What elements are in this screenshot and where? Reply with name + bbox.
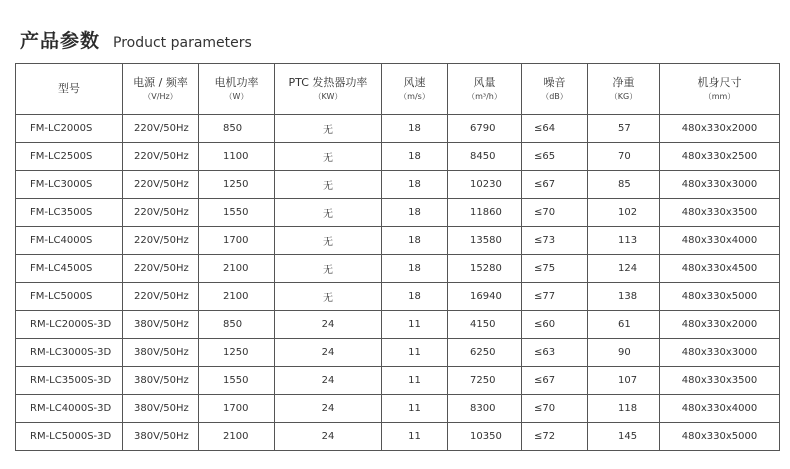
cell-ptc-heater-power: 无 [275, 283, 382, 311]
cell-power-supply: 380V/50Hz [123, 395, 199, 423]
cell-air-volume: 10230 [448, 171, 522, 199]
table-row [16, 143, 780, 171]
cell-motor-power: 1550 [199, 367, 275, 395]
cell-noise: ≤72 [522, 423, 588, 451]
table-row [16, 395, 780, 423]
cell-air-volume: 15280 [448, 255, 522, 283]
cell-body-size: 480x330x4000 [660, 395, 780, 423]
cell-motor-power: 1100 [199, 143, 275, 171]
cell-net-weight: 102 [588, 199, 660, 227]
cell-model: FM-LC4000S [16, 227, 123, 255]
cell-wind-speed: 18 [382, 283, 448, 311]
table-header-row [16, 64, 780, 115]
cell-motor-power: 2100 [199, 255, 275, 283]
cell-motor-power: 2100 [199, 423, 275, 451]
column-header-noise [522, 64, 588, 115]
cell-wind-speed: 18 [382, 227, 448, 255]
cell-model: FM-LC4500S [16, 255, 123, 283]
column-header-label: 电源 / 频率 [133, 75, 188, 89]
cell-air-volume: 16940 [448, 283, 522, 311]
cell-motor-power: 1250 [199, 171, 275, 199]
cell-body-size: 480x330x3000 [660, 339, 780, 367]
cell-net-weight: 85 [588, 171, 660, 199]
cell-motor-power: 1550 [199, 199, 275, 227]
cell-model: RM-LC3500S-3D [16, 367, 123, 395]
cell-net-weight: 70 [588, 143, 660, 171]
cell-net-weight: 107 [588, 367, 660, 395]
cell-body-size: 480x330x5000 [660, 423, 780, 451]
cell-power-supply: 220V/50Hz [123, 199, 199, 227]
cell-noise: ≤65 [522, 143, 588, 171]
cell-ptc-heater-power: 无 [275, 227, 382, 255]
column-header-label: 机身尺寸 [697, 75, 742, 89]
cell-ptc-heater-power: 无 [275, 143, 382, 171]
cell-model: RM-LC3000S-3D [16, 339, 123, 367]
cell-noise: ≤67 [522, 171, 588, 199]
cell-noise: ≤70 [522, 199, 588, 227]
cell-ptc-heater-power: 24 [275, 395, 382, 423]
column-header-motor-power [199, 64, 275, 115]
cell-model: RM-LC4000S-3D [16, 395, 123, 423]
cell-ptc-heater-power: 24 [275, 311, 382, 339]
cell-air-volume: 6250 [448, 339, 522, 367]
cell-body-size: 480x330x3000 [660, 171, 780, 199]
cell-wind-speed: 11 [382, 311, 448, 339]
column-header-unit: （dB） [541, 91, 568, 101]
column-header-unit: （V/Hz） [143, 91, 178, 101]
cell-model: FM-LC3500S [16, 199, 123, 227]
column-header-unit: （m³/h） [467, 91, 502, 101]
column-header-label: 噪音 [543, 75, 566, 89]
cell-air-volume: 6790 [448, 115, 522, 143]
column-header-label: 型号 [58, 82, 80, 95]
cell-ptc-heater-power: 无 [275, 199, 382, 227]
cell-air-volume: 4150 [448, 311, 522, 339]
cell-noise: ≤67 [522, 367, 588, 395]
cell-wind-speed: 11 [382, 367, 448, 395]
cell-power-supply: 380V/50Hz [123, 339, 199, 367]
cell-motor-power: 850 [199, 115, 275, 143]
cell-power-supply: 220V/50Hz [123, 171, 199, 199]
column-header-net-weight [588, 64, 660, 115]
cell-ptc-heater-power: 无 [275, 115, 382, 143]
cell-motor-power: 1700 [199, 227, 275, 255]
cell-noise: ≤77 [522, 283, 588, 311]
cell-wind-speed: 18 [382, 115, 448, 143]
column-header-unit: （mm） [703, 91, 736, 101]
table-row [16, 171, 780, 199]
column-header-label: PTC 发热器功率 [288, 75, 368, 89]
cell-wind-speed: 11 [382, 423, 448, 451]
cell-power-supply: 380V/50Hz [123, 311, 199, 339]
column-header-air-volume [448, 64, 522, 115]
cell-net-weight: 145 [588, 423, 660, 451]
cell-ptc-heater-power: 24 [275, 339, 382, 367]
cell-ptc-heater-power: 无 [275, 171, 382, 199]
cell-net-weight: 113 [588, 227, 660, 255]
cell-power-supply: 220V/50Hz [123, 255, 199, 283]
column-header-label: 电机功率 [214, 75, 259, 89]
cell-motor-power: 1250 [199, 339, 275, 367]
cell-power-supply: 220V/50Hz [123, 143, 199, 171]
table-row [16, 367, 780, 395]
cell-ptc-heater-power: 无 [275, 255, 382, 283]
cell-model: RM-LC2000S-3D [16, 311, 123, 339]
cell-noise: ≤73 [522, 227, 588, 255]
product-parameters-table [15, 63, 780, 451]
cell-power-supply: 220V/50Hz [123, 227, 199, 255]
cell-wind-speed: 18 [382, 143, 448, 171]
cell-wind-speed: 11 [382, 339, 448, 367]
cell-noise: ≤64 [522, 115, 588, 143]
page-subtitle: Product parameters [113, 35, 252, 51]
column-header-label: 净重 [612, 75, 635, 89]
cell-motor-power: 2100 [199, 283, 275, 311]
cell-model: FM-LC5000S [16, 283, 123, 311]
table-row [16, 423, 780, 451]
cell-motor-power: 850 [199, 311, 275, 339]
column-header-wind-speed [382, 64, 448, 115]
table-row [16, 255, 780, 283]
cell-body-size: 480x330x4500 [660, 255, 780, 283]
cell-model: FM-LC2000S [16, 115, 123, 143]
table-row [16, 227, 780, 255]
cell-model: FM-LC2500S [16, 143, 123, 171]
column-header-unit: （KG） [609, 91, 638, 101]
column-header-label: 风量 [473, 75, 496, 89]
cell-body-size: 480x330x2000 [660, 311, 780, 339]
cell-wind-speed: 18 [382, 171, 448, 199]
cell-wind-speed: 18 [382, 199, 448, 227]
cell-air-volume: 7250 [448, 367, 522, 395]
page-heading [20, 26, 252, 52]
table-row [16, 283, 780, 311]
cell-net-weight: 138 [588, 283, 660, 311]
cell-air-volume: 8300 [448, 395, 522, 423]
cell-model: FM-LC3000S [16, 171, 123, 199]
column-header-unit: （KW） [313, 91, 343, 101]
cell-power-supply: 380V/50Hz [123, 367, 199, 395]
cell-air-volume: 11860 [448, 199, 522, 227]
table-row [16, 339, 780, 367]
cell-wind-speed: 11 [382, 395, 448, 423]
column-header-ptc-heater-power [275, 64, 382, 115]
cell-body-size: 480x330x4000 [660, 227, 780, 255]
cell-ptc-heater-power: 24 [275, 423, 382, 451]
cell-air-volume: 10350 [448, 423, 522, 451]
table-row [16, 115, 780, 143]
cell-noise: ≤60 [522, 311, 588, 339]
column-header-unit: （W） [224, 91, 249, 101]
cell-wind-speed: 18 [382, 255, 448, 283]
table-body [16, 115, 780, 451]
column-header-unit: （m/s） [399, 91, 430, 101]
cell-net-weight: 118 [588, 395, 660, 423]
cell-noise: ≤75 [522, 255, 588, 283]
cell-body-size: 480x330x2500 [660, 143, 780, 171]
cell-motor-power: 1700 [199, 395, 275, 423]
cell-power-supply: 220V/50Hz [123, 115, 199, 143]
table-row [16, 311, 780, 339]
cell-body-size: 480x330x5000 [660, 283, 780, 311]
column-header-power-supply [123, 64, 199, 115]
cell-power-supply: 380V/50Hz [123, 423, 199, 451]
cell-net-weight: 57 [588, 115, 660, 143]
cell-noise: ≤70 [522, 395, 588, 423]
cell-body-size: 480x330x3500 [660, 199, 780, 227]
cell-air-volume: 8450 [448, 143, 522, 171]
column-header-body-size [660, 64, 780, 115]
cell-noise: ≤63 [522, 339, 588, 367]
page-title: 产品参数 [20, 30, 101, 52]
cell-power-supply: 220V/50Hz [123, 283, 199, 311]
column-header-model [16, 64, 123, 115]
cell-net-weight: 124 [588, 255, 660, 283]
cell-model: RM-LC5000S-3D [16, 423, 123, 451]
cell-body-size: 480x330x2000 [660, 115, 780, 143]
cell-body-size: 480x330x3500 [660, 367, 780, 395]
table-row [16, 199, 780, 227]
cell-ptc-heater-power: 24 [275, 367, 382, 395]
cell-net-weight: 90 [588, 339, 660, 367]
cell-net-weight: 61 [588, 311, 660, 339]
cell-air-volume: 13580 [448, 227, 522, 255]
column-header-label: 风速 [403, 75, 426, 89]
